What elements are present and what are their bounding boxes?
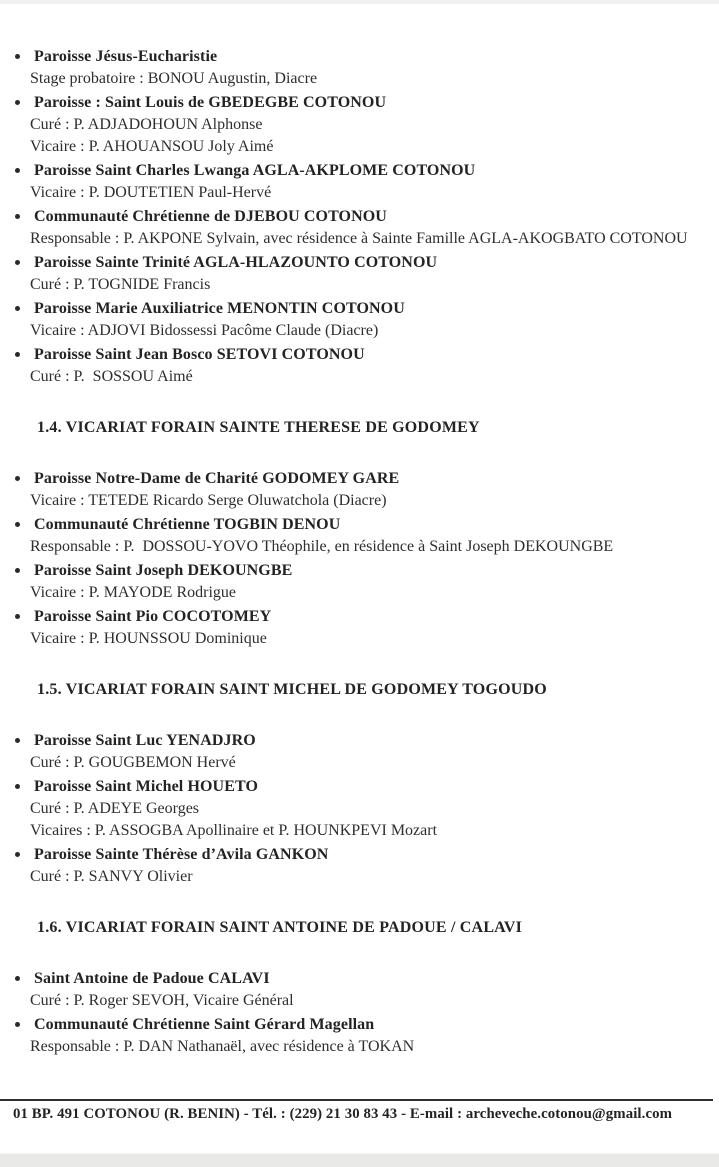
bullet-icon (15, 168, 20, 173)
parish-item (30, 606, 711, 650)
parish-title: Paroisse Jésus-Eucharistie (34, 48, 218, 65)
bullet-icon (15, 522, 20, 527)
scan-bottom-edge (0, 1153, 719, 1167)
parish-item (30, 1014, 711, 1058)
parish-item (30, 730, 711, 774)
bullet-icon (15, 784, 20, 789)
footer-contact-text: 01 BP. 491 COTONOU (R. BENIN) - Tél. : (229) 21 30 83 43 - E-mail : archeveche.cotonou@gmail.com (13, 1106, 673, 1122)
parish-item (30, 776, 711, 842)
bullet-icon (15, 54, 20, 59)
parish-detail: Vicaire : P. DOUTETIEN Paul-Hervé (30, 184, 272, 201)
parish-title: Paroisse Saint Michel HOUETO (34, 778, 258, 795)
parish-detail: Vicaire : ADJOVI Bidossessi Pacôme Claude (Diacre) (30, 322, 379, 339)
parish-item (30, 968, 711, 1012)
parish-title: Paroisse Saint Charles Lwanga AGLA-AKPLOME COTONOU (34, 162, 476, 179)
parish-item (30, 252, 711, 296)
bullet-icon (15, 214, 20, 219)
parish-detail: Vicaire : P. MAYODE Rodrigue (30, 584, 236, 601)
parish-detail: Responsable : P. DAN Nathanaël, avec résidence à TOKAN (30, 1038, 415, 1055)
bullet-icon (15, 976, 20, 981)
parish-detail: Curé : P. ADJADOHOUN Alphonse (30, 116, 263, 133)
section-heading: 1.5. VICARIAT FORAIN SAINT MICHEL DE GODOMEY TOGOUDO (37, 681, 547, 698)
parish-detail: Vicaire : P. HOUNSSOU Dominique (30, 630, 267, 647)
section-heading: 1.6. VICARIAT FORAIN SAINT ANTOINE DE PADOUE / CALAVI (37, 919, 523, 936)
scan-top-edge (0, 0, 719, 4)
parish-item (30, 160, 711, 204)
bullet-icon (15, 738, 20, 743)
parish-title: Paroisse Saint Pio COCOTOMEY (34, 608, 272, 625)
parish-item (30, 514, 711, 558)
parish-item (30, 206, 711, 250)
parish-detail: Vicaire : TETEDE Ricardo Serge Oluwatchola (Diacre) (30, 492, 387, 509)
parish-title: Communauté Chrétienne Saint Gérard Magellan (34, 1016, 375, 1033)
parish-detail: Curé : P. SOSSOU Aimé (30, 368, 193, 385)
parish-title: Saint Antoine de Padoue CALAVI (34, 970, 270, 987)
parish-detail: Curé : P. Roger SEVOH, Vicaire Général (30, 992, 294, 1009)
parish-title: Paroisse Notre-Dame de Charité GODOMEY GARE (34, 470, 400, 487)
parish-title: Paroisse Saint Luc YENADJRO (34, 732, 256, 749)
bullet-icon (15, 352, 20, 357)
parish-detail: Curé : P. TOGNIDE Francis (30, 276, 211, 293)
bullet-icon (15, 614, 20, 619)
parish-item (30, 298, 711, 342)
parish-detail: Responsable : P. DOSSOU-YOVO Théophile, en résidence à Saint Joseph DEKOUNGBE (30, 538, 614, 555)
bullet-icon (15, 1022, 20, 1027)
document-section (30, 917, 711, 1058)
parish-item (30, 46, 711, 90)
parish-detail: Responsable : P. AKPONE Sylvain, avec résidence à Sainte Famille AGLA-AKOGBATO COTONOU (30, 230, 688, 247)
document-section (30, 46, 711, 388)
parish-detail: Stage probatoire : BONOU Augustin, Diacre (30, 70, 318, 87)
parish-title: Paroisse Saint Joseph DEKOUNGBE (34, 562, 293, 579)
parish-detail: Curé : P. SANVY Olivier (30, 868, 193, 885)
parish-title: Communauté Chrétienne de DJEBOU COTONOU (34, 208, 387, 225)
parish-title: Paroisse Marie Auxiliatrice MENONTIN COTONOU (34, 300, 405, 317)
bullet-icon (15, 476, 20, 481)
parish-item (30, 844, 711, 888)
parish-title: Paroisse Saint Jean Bosco SETOVI COTONOU (34, 346, 365, 363)
parish-item (30, 92, 711, 158)
section-heading: 1.4. VICARIAT FORAIN SAINTE THERESE DE GODOMEY (37, 419, 480, 436)
bullet-icon (15, 568, 20, 573)
parish-detail: Vicaire : P. AHOUANSOU Joly Aimé (30, 138, 274, 155)
parish-item (30, 344, 711, 388)
bullet-icon (15, 306, 20, 311)
parish-title: Paroisse Sainte Thérèse d’Avila GANKON (34, 846, 329, 863)
parish-detail: Vicaires : P. ASSOGBA Apollinaire et P. HOUNKPEVI Mozart (30, 822, 438, 839)
page-footer (0, 1099, 719, 1123)
parish-item (30, 468, 711, 512)
document-section (30, 679, 711, 888)
parish-title: Communauté Chrétienne TOGBIN DENOU (34, 516, 341, 533)
parish-item (30, 560, 711, 604)
bullet-icon (15, 852, 20, 857)
document-section (30, 417, 711, 650)
parish-title: Paroisse Sainte Trinité AGLA-HLAZOUNTO COTONOU (34, 254, 438, 271)
parish-detail: Curé : P. ADEYE Georges (30, 800, 200, 817)
bullet-icon (15, 260, 20, 265)
parish-title: Paroisse : Saint Louis de GBEDEGBE COTONOU (34, 94, 387, 111)
parish-detail: Curé : P. GOUGBEMON Hervé (30, 754, 236, 771)
bullet-icon (15, 100, 20, 105)
